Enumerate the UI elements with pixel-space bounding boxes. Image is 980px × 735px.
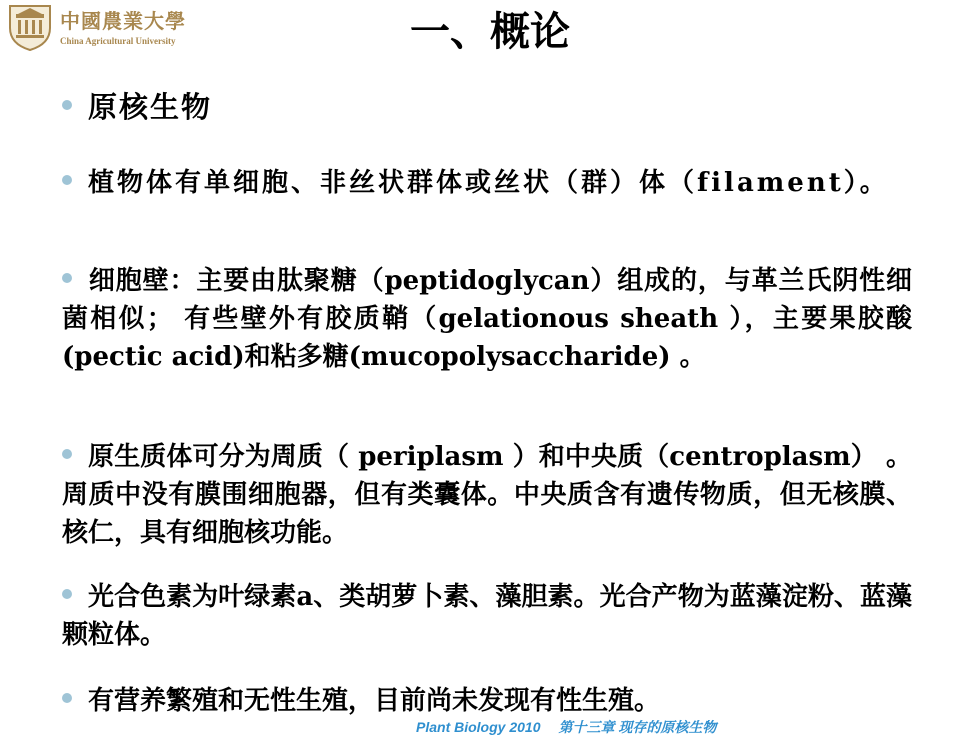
bullet-dot-icon	[62, 100, 72, 110]
bullet-text: 有营养繁殖和无性生殖，目前尚未发现有性生殖。	[88, 686, 661, 716]
logo-chinese-name: 中國農業大學	[60, 9, 186, 33]
bullet-item	[62, 438, 912, 552]
bullet-dot-icon	[62, 693, 72, 703]
logo-english-name: China Agricultural University	[60, 36, 176, 46]
bullet-dot-icon	[62, 589, 72, 599]
footer-chapter: 第十三章 现存的原核生物	[558, 719, 717, 735]
bullet-item	[62, 578, 912, 654]
bullet-dot-icon	[62, 273, 72, 283]
bullet-item	[62, 164, 912, 202]
bullet-item	[62, 262, 912, 376]
bullet-text: 细胞壁：主要由肽聚糖（peptidoglycan）组成的，与革兰氏阴性细菌相似； 有些壁外有胶质鞘（gelationous sheath ），主要果胶酸(pectic acid)和粘多糖(mucopolysaccharide) 。	[62, 266, 912, 372]
slide-footer	[416, 717, 716, 735]
bullet-text: 原核生物	[88, 90, 213, 124]
bullet-text: 原生质体可分为周质（ periplasm ）和中央质（centroplasm） 。周质中没有膜围细胞器，但有类囊体。中央质含有遗传物质，但无核膜、核仁，具有细胞核功能。	[62, 442, 912, 548]
bullet-item	[62, 88, 912, 126]
bullet-text: 植物体有单细胞、非丝状群体或丝状（群）体（filament）。	[88, 168, 889, 198]
bullet-item	[62, 682, 912, 720]
slide-title: 一、概论	[410, 8, 570, 55]
footer-course: Plant Biology 2010	[416, 719, 541, 735]
bullet-dot-icon	[62, 175, 72, 185]
bullet-dot-icon	[62, 449, 72, 459]
bullet-text: 光合色素为叶绿素a、类胡萝卜素、藻胆素。光合产物为蓝藻淀粉、蓝藻颗粒体。	[62, 582, 912, 650]
